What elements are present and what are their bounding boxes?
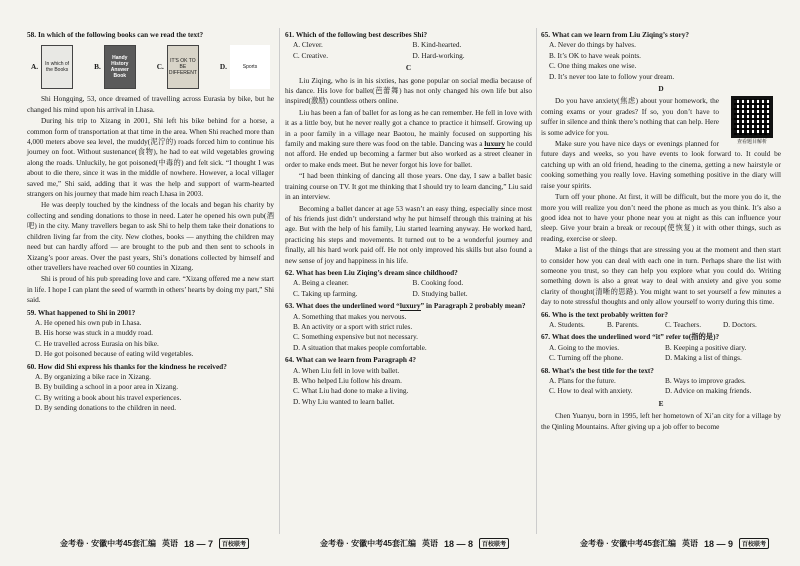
option: B. Who helped Liu follow his dream. xyxy=(293,376,402,385)
question-61: 61. Which of the following best describes Shi? xyxy=(285,30,428,39)
question-62: 62. What has been Liu Ziqing’s dream since childhood? xyxy=(285,267,458,277)
option: D. Studying ballet. xyxy=(412,288,468,298)
option: D. Advice on making friends. xyxy=(665,386,752,396)
book-option-d: D. Sports xyxy=(220,45,270,89)
option: B. His horse was stuck in a muddy road. xyxy=(35,328,153,338)
column-divider xyxy=(279,28,280,534)
passage-paragraph: Make sure you have nice days or evenings planned for future days and weeks, so you have events to look forward to. It could be catching up with an old friend, heading to the cinema, getting a new hairstyle or cooking something you really love. Having something positive in the diary will raise your spirits. xyxy=(541,139,781,190)
option: A. Never do things by halves. xyxy=(549,40,636,50)
column-divider xyxy=(536,28,537,534)
option: B. It’s OK to have weak points. xyxy=(549,50,642,60)
passage-paragraph: Do you have anxiety(焦虑) about your homework, the coming exams or your grades? If so, you don’t have to suffer in silence and think there’s nothing that can help. Here is some advice for you. xyxy=(541,96,719,137)
page-footer xyxy=(60,538,249,549)
question-59: 59. What happened to Shi in 2001? xyxy=(27,307,136,317)
passage-paragraph: During his trip to Xizang in 2001, Shi left his bike behind for a horse, a common form of transportation at that time in the area. When Shi reached more than 4,000 meters above sea level, the muddy(泥泞的) roads forced him to continue his journey on foot. Without sustenance(食物), he had to eat wild vegetables growing along the roads. Unluckily, he got poisoned(中毒的) and felt sick. “I thought I was about to die there, since it was in the middle of nowhere. However, a local villager saved me,” Shi said, adding that it was the help and support of warm-hearted strangers on his journey that made him reach Lhasa in 2003. xyxy=(27,116,274,199)
footer-brand: 金考卷 · 安徽中考45套汇编 xyxy=(580,539,677,548)
option: C. Turning off the phone. xyxy=(549,353,624,363)
book-cover-a: In which of the Books xyxy=(41,45,73,89)
book-cover-b: Handy History Answer Book xyxy=(104,45,136,89)
footer-badge: 百校联考 xyxy=(479,538,509,549)
options-grid xyxy=(541,343,781,364)
question-66: 66. Who is the text probably written for? xyxy=(541,309,669,319)
option: C. One thing makes one wise. xyxy=(549,61,637,71)
section-heading-d: D xyxy=(658,84,664,94)
qr-code-block[interactable] xyxy=(723,96,781,146)
section-heading-c: C xyxy=(405,63,412,73)
options-grid xyxy=(285,40,532,61)
option: D. Why Liu wanted to learn ballet. xyxy=(293,396,395,406)
option: B. Kind-hearted. xyxy=(412,40,462,50)
option: C. Teachers. xyxy=(665,319,702,329)
book-option-c: C. IT'S OK TO BE DIFFERENT xyxy=(157,45,199,89)
qr-code-icon[interactable] xyxy=(731,96,773,138)
option: C. He travelled across Eurasia on his bike. xyxy=(35,338,159,348)
question-65: 65. What can we learn from Liu Ziqing’s story? xyxy=(541,30,690,39)
option: A. Clever. xyxy=(293,40,323,50)
option: A. Going to the movies. xyxy=(549,342,620,352)
passage-paragraph: Shi is proud of his pub spreading love and care. “Xizang offered me a new start in life. I hope I can plant the seed of warmth in others’ hearts by doing my part,” Shi said. xyxy=(27,274,274,305)
options-row xyxy=(541,320,781,330)
option: D. By sending donations to the children in need. xyxy=(35,403,177,413)
option: A. Something that makes you nervous. xyxy=(293,311,407,321)
page-footer xyxy=(320,538,509,549)
page-number: 18 — 9 xyxy=(704,538,734,549)
question-60: 60. How did Shi express his thanks for the kindness he received? xyxy=(27,361,227,371)
option: C. Creative. xyxy=(293,50,329,60)
footer-brand: 金考卷 · 安徽中考45套汇编 xyxy=(320,539,417,548)
book-option-b: B. Handy History Answer Book xyxy=(94,45,136,89)
options-grid xyxy=(541,376,781,397)
column-right xyxy=(541,28,781,433)
book-cover-d: Sports xyxy=(230,45,270,89)
passage-paragraph: Shi Hongqing, 53, once dreamed of travelling across Eurasia by bike, but he changed his mind upon his arrival in Lhasa. xyxy=(27,94,274,114)
footer-subject: 英语 xyxy=(682,539,699,548)
option: B. Keeping a positive diary. xyxy=(665,342,747,352)
book-cover-c: IT'S OK TO BE DIFFERENT xyxy=(167,45,199,89)
qr-caption: 查看题目解析 xyxy=(736,140,767,146)
underlined-word-luxury: luxury xyxy=(484,139,506,149)
question-67: 67. What does the underlined word “it” refer to(指的是)? xyxy=(541,332,720,342)
column-left xyxy=(27,28,274,414)
footer-subject: 英语 xyxy=(162,539,179,548)
passage-paragraph: Chen Yuanyu, born in 1995, left her hometown of Xi’an city for a village by the Qinling Mountains. After giving up a job offer to become xyxy=(541,411,781,431)
option: C. What Liu had done to make a living. xyxy=(293,386,409,396)
option: D. Hard-working. xyxy=(412,50,465,60)
option: B. Cooking food. xyxy=(412,278,464,288)
option: A. Students. xyxy=(549,319,585,329)
option: A. Being a cleaner. xyxy=(293,278,349,288)
page-number: 18 — 7 xyxy=(184,538,214,549)
option: D. Doctors. xyxy=(723,319,757,329)
question-63: 63. What does the underlined word “luxury” in Paragraph 2 probably mean? xyxy=(285,301,526,311)
option: A. By organizing a bike race in Xizang. xyxy=(35,371,151,381)
option: C. Something expensive but not necessary. xyxy=(293,332,418,342)
question-58: 58. In which of the following books can we read the text? xyxy=(27,30,204,39)
passage-paragraph: Liu has been a fan of ballet for as long as he can remember. He fell in love with it as a little boy, but he never really got a chance to practice it himself. Growing up in a poor family in a village near Baotou, he mainly focused on supporting his family and making sure there was food on the table. Dancing was a luxury he could not afford. He ended up becoming a farmer but also worked as a street cleaner in order to make ends meet. But he never forgot his love for ballet. xyxy=(285,107,532,169)
passage-paragraph: Becoming a ballet dancer at age 53 wasn’t an easy thing, especially since most of his friends just didn’t understand why he put himself through this training at his age. But with the help of his family, Liu started learning anyway. He worked hard, practicing his steps and movements. It turned out to be a wonderful journey and finally, all his hard work paid off. He not only improved his skills but also found a new sense of joy and happiness in his life. xyxy=(285,203,532,265)
option: B. Ways to improve grades. xyxy=(665,376,746,385)
passage-paragraph: “I had been thinking of dancing all those years. One day, I saw a ballet basic training course on TV. It got me thinking that I should try to learn dancing,” Liu said in an interview. xyxy=(285,171,532,202)
option: A. He opened his own pub in Lhasa. xyxy=(35,317,142,327)
footer-brand: 金考卷 · 安徽中考45套汇编 xyxy=(60,539,157,548)
option: A. When Liu fell in love with ballet. xyxy=(293,365,400,375)
book-options xyxy=(27,42,274,92)
section-heading-e: E xyxy=(658,398,664,408)
option: D. He got poisoned because of eating wild vegetables. xyxy=(35,349,194,359)
option: D. A situation that makes people comfortable. xyxy=(293,342,427,352)
passage-paragraph: Turn off your phone. At first, it will be difficult, but the more you do it, the more you will realize you don’t need the phone as much as you think. It’s also a good idea not to have your phone near you at night as this can influence your sleep. Give your brain a break or recoup(使恢复) it with other things, such as reading, exercise or sleep. xyxy=(541,192,781,243)
option: D. It’s never too late to follow your dream. xyxy=(549,71,675,81)
option: C. By writing a book about his travel experiences. xyxy=(35,392,182,402)
option: B. By building a school in a poor area in Xizang. xyxy=(35,382,179,392)
option: D. Making a list of things. xyxy=(665,353,742,363)
passage-paragraph: Make a list of the things that are stressing you at the moment and then start to consider how you can deal with each one in turn. Perhaps share the list with someone you trust, so they can help you explore what you could do. Writing something down is also a great way to deal with anxiety and give you some clarity of thought(清晰的思路). You might want to set yourself a few minutes a day to note stressful thoughts and only allow yourself to worry during this time. xyxy=(541,245,781,307)
passage-paragraph: Liu Ziqing, who is in his sixties, has gone popular on social media because of his dance. His love for ballet(芭蕾舞) has not only changed his own life but also inspired(激励) countless others online. xyxy=(285,75,532,106)
option: B. Parents. xyxy=(607,319,639,329)
page-footer xyxy=(580,538,769,549)
passage-paragraph: He was deeply touched by the kindness of the locals and began his charity by collecting and sending donations to those in need. Later he opened his own pub(酒吧) in the city. Many travellers began to ask Shi to help them take their donations to children living far from the city. New clothes, books — anything the children may need but can hardly afford — are brought to the pub and then sent to schools in Xizang’s poor areas. Over the past years, Shi’s donations collected by himself and other travellers have reached over 60 counties in Xizang. xyxy=(27,200,274,272)
question-64: 64. What can we learn from Paragraph 4? xyxy=(285,355,417,365)
question-68: 68. What’s the best title for the text? xyxy=(541,365,654,375)
book-option-a: A. In which of the Books xyxy=(31,45,73,89)
option: A. Plans for the future. xyxy=(549,376,616,385)
options-grid xyxy=(285,278,532,299)
column-middle xyxy=(285,28,532,407)
page-number: 18 — 8 xyxy=(444,538,474,549)
footer-subject: 英语 xyxy=(422,539,439,548)
footer-badge: 百校联考 xyxy=(219,538,249,549)
footer-badge: 百校联考 xyxy=(739,538,769,549)
option: C. How to deal with anxiety. xyxy=(549,386,633,396)
option: C. Taking up farming. xyxy=(293,288,358,298)
option: B. An activity or a sport with strict rules. xyxy=(293,321,413,331)
